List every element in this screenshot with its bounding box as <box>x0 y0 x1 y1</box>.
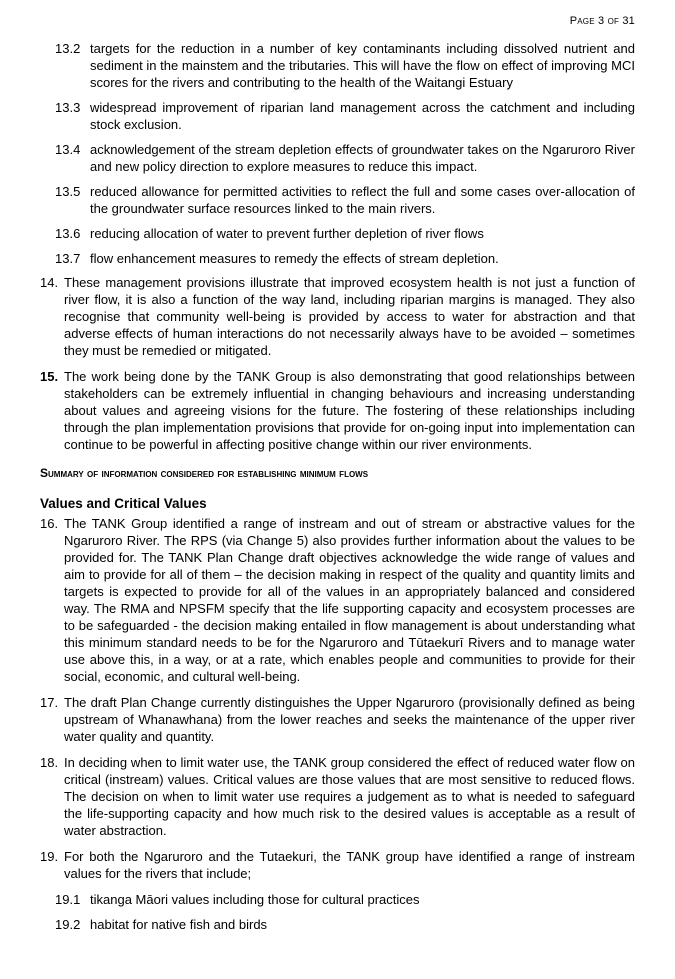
paragraph-19 <box>40 848 635 882</box>
item-text: habitat for native fish and birds <box>90 917 268 932</box>
item-text: The work being done by the TANK Group is also demonstrating that good relationships between stakeholders can be extremely influential in changing behaviours and increasing understanding about values and agreeing visions for the future. The fostering of these relationships including through the plan implementation provisions that provide for on-going input into implementation can continue to be powerful in affecting positive change within our river environments. <box>64 369 635 452</box>
page-number: Page 3 of 31 <box>569 15 635 27</box>
item-number: 13.3 <box>55 100 81 115</box>
list-item-19-2 <box>40 916 635 933</box>
list-item-19-1 <box>40 891 635 908</box>
item-text: For both the Ngaruroro and the Tutaekuri, the TANK group have identified a range of instream values for the rivers that include; <box>64 849 635 881</box>
item-number: 14. <box>40 275 59 290</box>
document-body <box>40 40 635 933</box>
list-item-13-2 <box>40 40 635 91</box>
item-number: 18. <box>40 755 59 770</box>
item-number: 19. <box>40 849 59 864</box>
item-number: 13.4 <box>55 142 81 157</box>
item-text: tikanga Māori values including those for cultural practices <box>90 892 420 907</box>
item-number: 16. <box>40 516 59 531</box>
paragraph-15 <box>40 368 635 453</box>
item-text: The draft Plan Change currently distinguishes the Upper Ngaruroro (provisionally defined as being upstream of Whanawhana) from the lower reaches and seeks the maintenance of the upper river water quality and quantity. <box>64 695 635 744</box>
item-text: In deciding when to limit water use, the TANK group considered the effect of reduced water flow on critical (instream) values. Critical values are those values that are most sensitive to reduced flows. The decision on when to limit water use requires a judgement as to what is needed to safeguard the life-supporting capacity and how much risk to the desired values is acceptable as a result of water abstraction. <box>64 755 635 838</box>
section-title: Summary of information considered for establishing minimum flows <box>40 466 369 480</box>
item-number: 13.2 <box>55 41 81 56</box>
item-number: 15. <box>40 369 59 384</box>
list-item-13-5 <box>40 183 635 217</box>
item-text: acknowledgement of the stream depletion effects of groundwater takes on the Ngaruroro River and new policy direction to explore measures to reduce this impact. <box>90 142 635 174</box>
item-number: 13.6 <box>55 226 81 241</box>
item-text: The TANK Group identified a range of instream and out of stream or abstractive values for the Ngaruroro River. The RPS (via Change 5) also provides further information about the values to be provided for. The TANK Plan Change draft objectives acknowledge the wide range of values and aim to provide for all of them – the decision making in respect of the quality and quantity limits and targets is expected to provide for all of the values in an appropriately balanced and considered way. The RMA and NPSFM specify that the life supporting capacity and ecosystem processes are to be safeguarded - the decision making entailed in flow management is about understanding what this minimum standard needs to be for the Ngaruroro and Tūtaekurī Rivers and to manage water use above this, in a way, or at a rate, which enables people and communities to provide for their social, economic, and cultural well-being. <box>64 516 635 684</box>
item-text: targets for the reduction in a number of key contaminants including dissolved nutrient and sediment in the mainstem and the tributaries. This will have the flow on effect of improving MCI scores for the rivers and contributing to the health of the Waitangi Estuary <box>90 41 635 90</box>
subheading: Values and Critical Values <box>40 496 207 511</box>
list-item-13-6 <box>40 225 635 242</box>
item-number: 13.5 <box>55 184 81 199</box>
item-number: 13.7 <box>55 251 81 266</box>
list-item-13-3 <box>40 99 635 133</box>
item-text: widespread improvement of riparian land management across the catchment and including stock exclusion. <box>90 100 635 132</box>
item-number: 19.2 <box>55 917 81 932</box>
item-text: reduced allowance for permitted activities to reflect the full and some cases over-allocation of the groundwater surface resources linked to the main rivers. <box>90 184 635 216</box>
paragraph-14 <box>40 274 635 359</box>
list-item-13-4 <box>40 141 635 175</box>
paragraph-17 <box>40 694 635 745</box>
paragraph-16 <box>40 515 635 685</box>
item-number: 19.1 <box>55 892 81 907</box>
item-text: These management provisions illustrate that improved ecosystem health is not just a function of river flow, it is also a function of the way land, including riparian margins is managed. They also recognise that community well-being is provided by access to water for abstraction and that adverse effects of human interactions do not necessarily always have to be avoided – sometimes they must be remedied or mitigated. <box>64 275 635 358</box>
item-text: reducing allocation of water to prevent further depletion of river flows <box>90 226 484 241</box>
list-item-13-7 <box>40 250 635 267</box>
item-text: flow enhancement measures to remedy the effects of stream depletion. <box>90 251 499 266</box>
item-number: 17. <box>40 695 59 710</box>
paragraph-18 <box>40 754 635 839</box>
